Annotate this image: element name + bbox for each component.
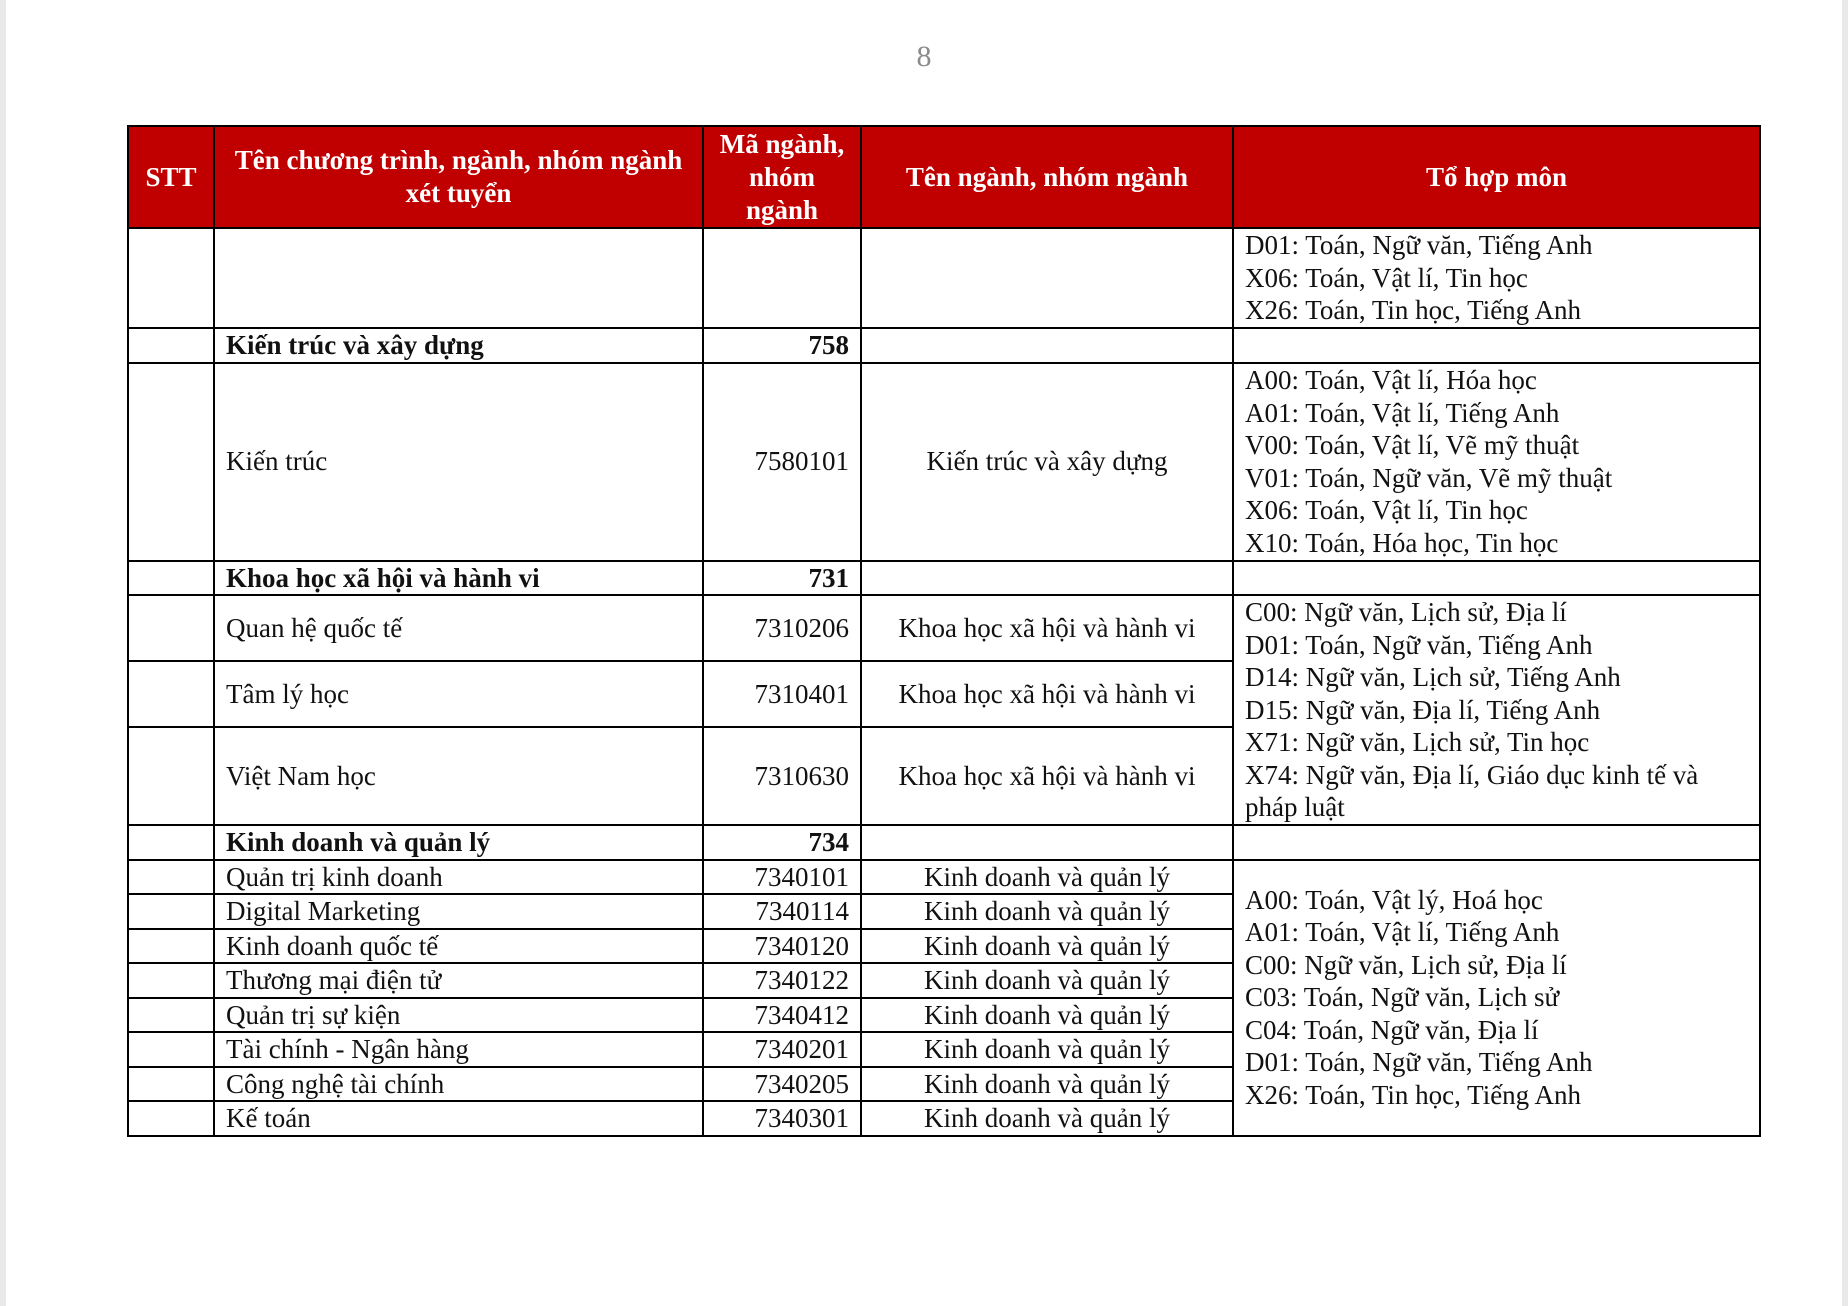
table-header-row [128,126,1760,228]
program-code: 7340412 [703,998,861,1033]
program-cell [214,228,703,328]
combo-line: C00: Ngữ văn, Lịch sử, Địa lí [1245,597,1567,628]
group-heading-code: 734 [703,825,861,860]
header-combos: Tổ hợp môn [1233,126,1760,228]
stt-cell [128,894,214,929]
combo-line: C03: Toán, Ngữ văn, Lịch sử [1245,982,1560,1013]
combo-line: D01: Toán, Ngữ văn, Tiếng Anh [1245,230,1593,261]
group-heading-name: Kinh doanh và quản lý [214,825,703,860]
program-group: Kinh doanh và quản lý [861,1032,1233,1067]
combo-cell [1233,860,1760,1136]
program-name: Kiến trúc [214,363,703,561]
table-row [128,363,1760,561]
document-page [6,0,1842,1306]
header-program: Tên chương trình, ngành, nhóm ngành xét tuyển [214,126,703,228]
combo-line: X71: Ngữ văn, Lịch sử, Tin học [1245,727,1590,758]
group-heading-name: Khoa học xã hội và hành vi [214,561,703,596]
header-group: Tên ngành, nhóm ngành [861,126,1233,228]
stt-cell [128,825,214,860]
program-code: 7340205 [703,1067,861,1102]
stt-cell [128,228,214,328]
program-code: 7340122 [703,963,861,998]
combo-line: X26: Toán, Tin học, Tiếng Anh [1245,1079,1581,1110]
combo-line: A01: Toán, Vật lí, Tiếng Anh [1245,917,1560,948]
stt-cell [128,328,214,363]
program-name: Kinh doanh quốc tế [214,929,703,964]
combo-line: A00: Toán, Vật lý, Hoá học [1245,884,1543,915]
table-row [128,595,1760,661]
program-name: Kế toán [214,1101,703,1136]
header-stt: STT [128,126,214,228]
program-name: Việt Nam học [214,727,703,825]
program-group: Khoa học xã hội và hành vi [861,595,1233,661]
program-group: Kinh doanh và quản lý [861,929,1233,964]
admission-table [127,125,1761,1137]
combo-cell [1233,228,1760,328]
combo-line: V01: Toán, Ngữ văn, Vẽ mỹ thuật [1245,462,1613,493]
program-group: Kinh doanh và quản lý [861,998,1233,1033]
combo-cell [1233,328,1760,363]
program-name: Tâm lý học [214,661,703,727]
stt-cell [128,363,214,561]
combo-line: D01: Toán, Ngữ văn, Tiếng Anh [1245,629,1593,660]
group-cell [861,228,1233,328]
program-name: Công nghệ tài chính [214,1067,703,1102]
stt-cell [128,860,214,895]
group-cell [861,561,1233,596]
program-group: Kinh doanh và quản lý [861,1067,1233,1102]
combo-line: D14: Ngữ văn, Lịch sử, Tiếng Anh [1245,662,1621,693]
program-group: Kinh doanh và quản lý [861,894,1233,929]
table-row [128,860,1760,895]
program-group: Khoa học xã hội và hành vi [861,661,1233,727]
combo-line: X06: Toán, Vật lí, Tin học [1245,495,1528,525]
group-heading-code: 731 [703,561,861,596]
program-code: 7340301 [703,1101,861,1136]
group-heading-row [128,825,1760,860]
stt-cell [128,595,214,661]
program-name: Digital Marketing [214,894,703,929]
combo-line: A01: Toán, Vật lí, Tiếng Anh [1245,397,1560,428]
stt-cell [128,561,214,596]
program-group: Kiến trúc và xây dựng [861,363,1233,561]
program-group: Kinh doanh và quản lý [861,1101,1233,1136]
program-name: Quản trị kinh doanh [214,860,703,895]
combo-line: D01: Toán, Ngữ văn, Tiếng Anh [1245,1047,1593,1078]
stt-cell [128,998,214,1033]
combo-cell [1233,561,1760,596]
program-group: Khoa học xã hội và hành vi [861,727,1233,825]
program-code: 7310206 [703,595,861,661]
program-code: 7340120 [703,929,861,964]
combo-cell [1233,595,1760,825]
program-group: Kinh doanh và quản lý [861,860,1233,895]
combo-line: X74: Ngữ văn, Địa lí, Giáo dục kinh tế và pháp luật [1245,759,1699,823]
table-row [128,228,1760,328]
program-code: 7580101 [703,363,861,561]
combo-line: C00: Ngữ văn, Lịch sử, Địa lí [1245,949,1567,980]
combo-line: A00: Toán, Vật lí, Hóa học [1245,365,1537,395]
group-heading-row [128,561,1760,596]
program-code: 7340114 [703,894,861,929]
stt-cell [128,929,214,964]
program-group: Kinh doanh và quản lý [861,963,1233,998]
group-heading-code: 758 [703,328,861,363]
combo-cell [1233,363,1760,561]
header-code: Mã ngành, nhóm ngành [703,126,861,228]
group-cell [861,825,1233,860]
group-heading-row [128,328,1760,363]
program-code: 7310630 [703,727,861,825]
stt-cell [128,661,214,727]
program-code: 7340201 [703,1032,861,1067]
combo-line: X10: Toán, Hóa học, Tin học [1245,527,1559,558]
program-name: Quan hệ quốc tế [214,595,703,661]
combo-line: X06: Toán, Vật lí, Tin học [1245,262,1528,293]
program-name: Thương mại điện tử [214,963,703,998]
combo-line: D15: Ngữ văn, Địa lí, Tiếng Anh [1245,694,1601,725]
program-name: Quản trị sự kiện [214,998,703,1033]
group-heading-name: Kiến trúc và xây dựng [214,328,703,363]
stt-cell [128,963,214,998]
stt-cell [128,1032,214,1067]
combo-line: X26: Toán, Tin học, Tiếng Anh [1245,295,1581,326]
group-cell [861,328,1233,363]
stt-cell [128,1067,214,1102]
stt-cell [128,1101,214,1136]
program-code: 7310401 [703,661,861,727]
combo-line: V00: Toán, Vật lí, Vẽ mỹ thuật [1245,430,1580,460]
combo-cell [1233,825,1760,860]
combo-line: C04: Toán, Ngữ văn, Địa lí [1245,1014,1539,1045]
program-name: Tài chính - Ngân hàng [214,1032,703,1067]
stt-cell [128,727,214,825]
page-number: 8 [916,40,932,73]
code-cell [703,228,861,328]
program-code: 7340101 [703,860,861,895]
